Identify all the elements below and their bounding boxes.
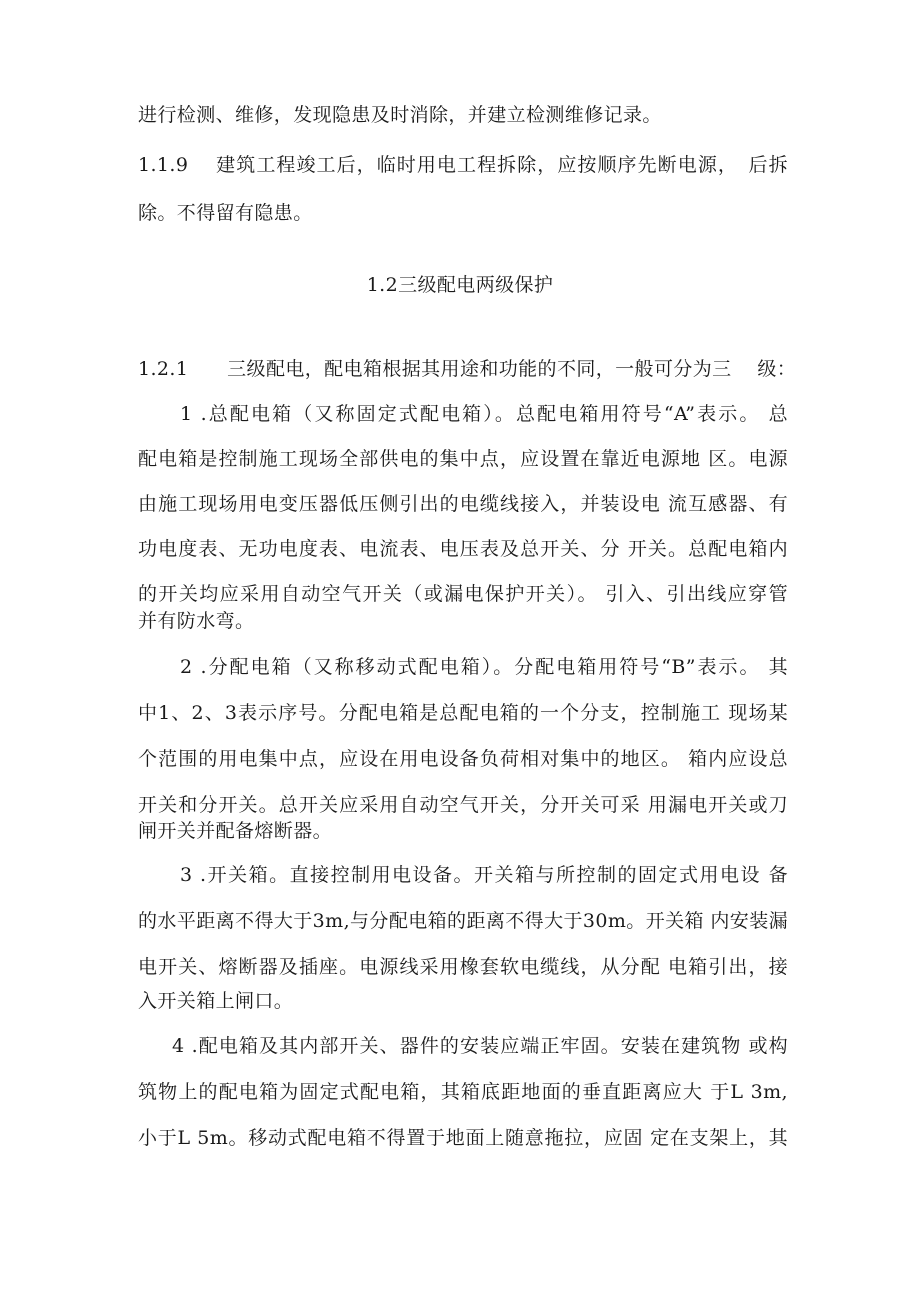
text-line: 电开关、熔断器及插座。电源线采用橡套软电缆线，从分配 电箱引出，接 [138,956,788,978]
text-line: 3 .开关箱。直接控制用电设备。开关箱与所控制的固定式用电设 备 [180,864,788,886]
text-line: 的水平距离不得大于3m,与分配电箱的距离不得大于30m。开关箱 内安装漏 [138,910,788,932]
text-line: 并有防水弯。 [138,610,255,632]
text-line: 1.2.1 三级配电，配电箱根据其用途和功能的不同，一般可分为三 级： [138,358,797,380]
text-line: 配电箱是控制施工现场全部供电的集中点，应设置在靠近电源地 区。电源 [138,448,788,470]
text-line: 1.1.9 建筑工程竣工后，临时用电工程拆除，应按顺序先断电源， 后拆 [138,154,788,176]
text-line: 由施工现场用电变压器低压侧引出的电缆线接入，并装设电 流互感器、有 [138,493,788,515]
section-title: 1.2三级配电两级保护 [366,274,554,296]
text-line: 闸开关并配备熔断器。 [138,820,333,842]
text-line: 功电度表、无功电度表、电流表、电压表及总开关、分 开关。总配电箱内 [138,538,788,560]
text-line: 个范围的用电集中点，应设在用电设备负荷相对集中的地区。 箱内应设总 [138,748,788,770]
text-line: 的开关均应采用自动空气开关（或漏电保护开关）。 引入、引出线应穿管 [138,583,788,605]
text-line: 小于L 5m。移动式配电箱不得置于地面上随意拖拉，应固 定在支架上，其 [138,1127,788,1149]
text-line: 进行检测、维修，发现隐患及时消除，并建立检测维修记录。 [138,104,662,126]
text-line: 4 .配电箱及其内部开关、器件的安装应端正牢固。安装在建筑物 或构 [172,1035,788,1057]
text-line: 除。不得留有隐患。 [138,202,313,224]
text-line: 筑物上的配电箱为固定式配电箱，其箱底距地面的垂直距离应大 于L 3m, [138,1081,788,1103]
text-line: 1 .总配电箱（又称固定式配电箱）。总配电箱用符号“A”表示。 总 [180,403,788,425]
text-line: 入开关箱上闸口。 [138,990,294,1012]
text-line: 开关和分开关。总开关应采用自动空气开关，分开关可采 用漏电开关或刀 [138,794,788,816]
text-line: 中1、2、3表示序号。分配电箱是总配电箱的一个分支，控制施工 现场某 [138,702,788,724]
text-line: 2 .分配电箱（又称移动式配电箱）。分配电箱用符号“B”表示。 其 [180,656,788,678]
